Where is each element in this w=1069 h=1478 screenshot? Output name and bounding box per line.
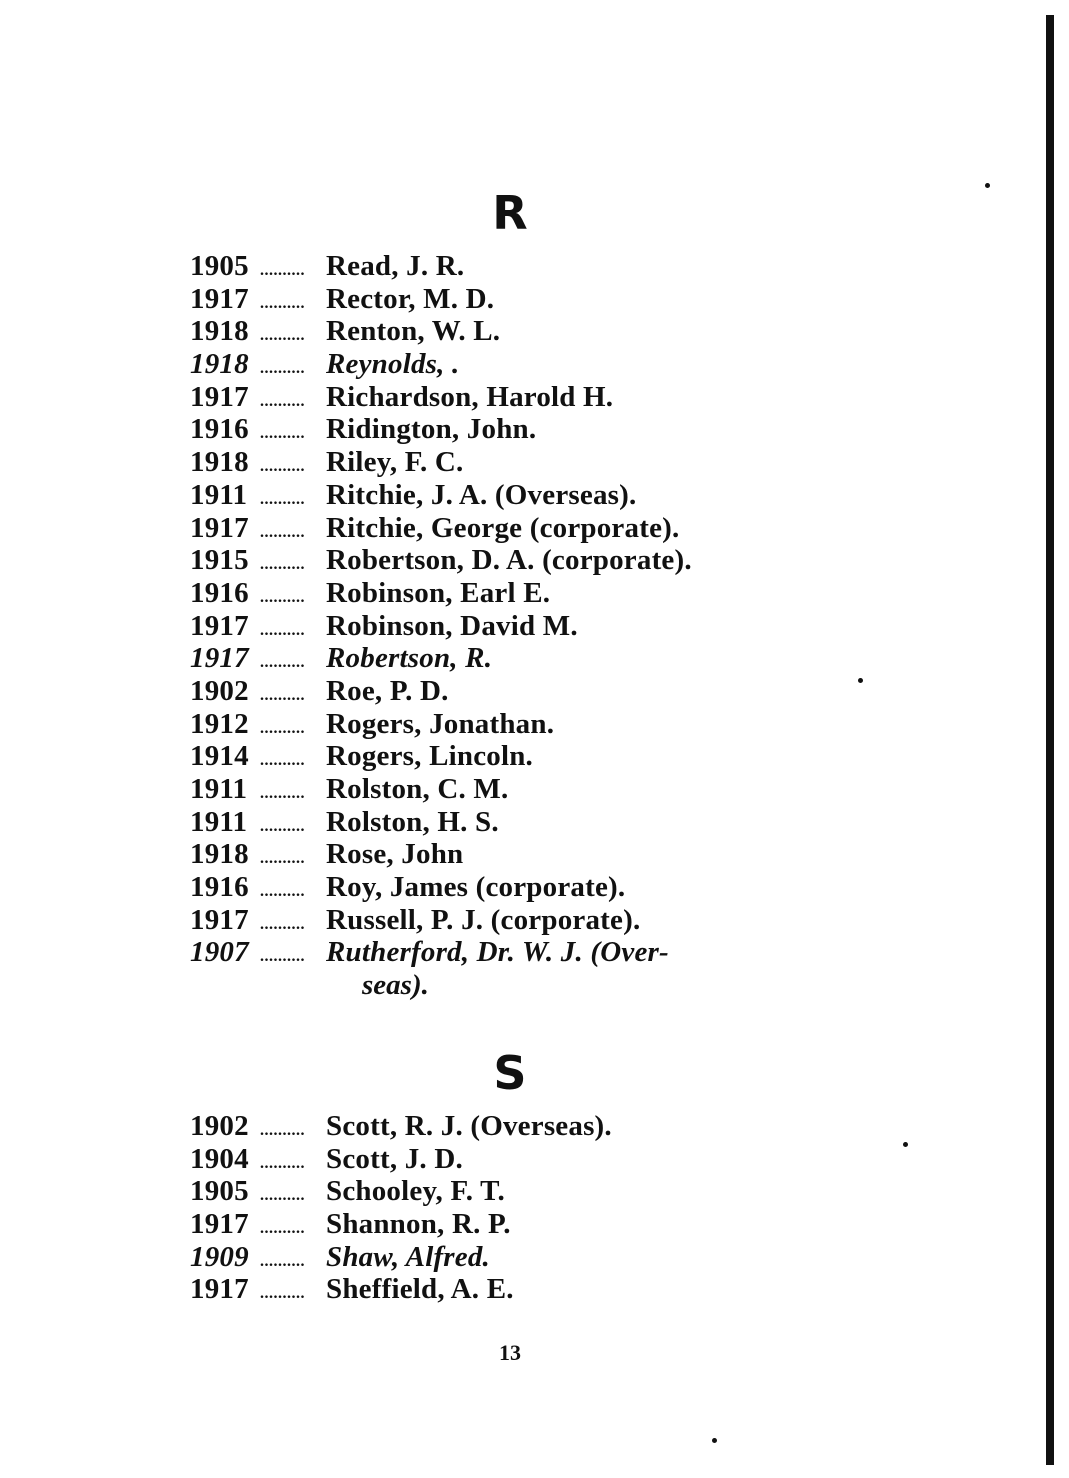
entry-year: 1902 xyxy=(190,674,249,707)
list-item xyxy=(190,381,850,414)
page-number: 13 xyxy=(499,1340,521,1365)
entry-year: 1909 xyxy=(190,1240,249,1273)
entry-year: 1914 xyxy=(190,740,249,773)
entry-continuation: seas). xyxy=(362,969,429,1002)
entry-year: 1917 xyxy=(190,642,249,675)
dot-leader: .......... xyxy=(260,686,305,704)
dot-leader: .......... xyxy=(260,948,305,966)
dot-leader: .......... xyxy=(260,1285,305,1303)
entry-name: Robinson, David M. xyxy=(326,609,578,642)
list-item xyxy=(190,904,850,937)
entry-year: 1916 xyxy=(190,413,249,446)
entry-name: Riley, F. C. xyxy=(326,446,464,479)
entry-name: Richardson, Harold H. xyxy=(326,380,614,413)
entry-year: 1916 xyxy=(190,871,249,904)
entry-name: Roe, P. D. xyxy=(326,674,449,707)
scan-speck xyxy=(903,1142,908,1147)
dot-leader: .......... xyxy=(260,883,305,901)
dot-leader: .......... xyxy=(260,458,305,476)
dot-leader: .......... xyxy=(260,621,305,639)
dot-leader: .......... xyxy=(260,785,305,802)
list-item xyxy=(190,1110,850,1143)
section-r-list xyxy=(190,250,850,1002)
scan-speck xyxy=(858,678,863,683)
binding-edge-rule xyxy=(1046,15,1054,1465)
list-item xyxy=(190,479,850,512)
scan-speck xyxy=(985,183,990,188)
dot-leader: .......... xyxy=(260,915,305,933)
list-item xyxy=(190,838,850,871)
dot-leader: .......... xyxy=(260,392,305,410)
entry-name: Schooley, F. T. xyxy=(326,1175,505,1208)
list-item xyxy=(190,675,850,708)
entry-year: 1917 xyxy=(190,1208,249,1241)
entry-year: 1917 xyxy=(190,380,249,413)
dot-leader: .......... xyxy=(260,294,305,312)
list-item xyxy=(190,544,850,577)
entry-name: Ritchie, J. A. (Overseas). xyxy=(326,478,637,511)
list-item xyxy=(190,283,850,316)
list-item xyxy=(190,512,850,545)
list-item xyxy=(190,610,850,643)
dot-leader: .......... xyxy=(260,1122,305,1139)
entry-name: Robertson, R. xyxy=(326,642,493,675)
dot-leader: .......... xyxy=(260,850,305,868)
entry-name: Robinson, Earl E. xyxy=(326,576,551,609)
entry-name: Shannon, R. P. xyxy=(326,1208,511,1241)
dot-leader: .......... xyxy=(260,556,305,574)
list-item xyxy=(190,871,850,904)
entry-year: 1915 xyxy=(190,544,249,577)
entry-name: Scott, J. D. xyxy=(326,1142,463,1175)
list-item xyxy=(190,1273,850,1306)
list-item xyxy=(190,708,850,741)
dot-leader: .......... xyxy=(260,752,305,770)
dot-leader: .......... xyxy=(260,654,305,672)
entry-year: 1918 xyxy=(190,315,249,348)
dot-leader: .......... xyxy=(260,1220,305,1238)
list-item xyxy=(190,1208,850,1241)
list-item xyxy=(190,250,850,283)
entry-name: Rogers, Jonathan. xyxy=(326,707,555,740)
list-item xyxy=(190,577,850,610)
list-item xyxy=(190,446,850,479)
dot-leader: .......... xyxy=(260,327,305,345)
entry-year: 1905 xyxy=(190,250,249,282)
entry-name: Rolston, H. S. xyxy=(326,805,499,838)
dot-leader: .......... xyxy=(260,719,305,737)
entry-year: 1905 xyxy=(190,1175,249,1208)
list-item xyxy=(190,1175,850,1208)
entry-name: Rutherford, Dr. W. J. (Over- xyxy=(326,936,669,969)
entry-name: Russell, P. J. (corporate). xyxy=(326,903,641,936)
dot-leader: .......... xyxy=(260,817,305,835)
dot-leader: .......... xyxy=(260,360,305,378)
entry-year: 1917 xyxy=(190,609,249,642)
entry-name: Robertson, D. A. (corporate). xyxy=(326,544,692,577)
entry-year: 1904 xyxy=(190,1142,249,1175)
list-item xyxy=(190,1143,850,1176)
list-item xyxy=(190,740,850,773)
list-item xyxy=(190,806,850,839)
entry-name: Rector, M. D. xyxy=(326,282,495,315)
list-item xyxy=(190,413,850,446)
dot-leader: .......... xyxy=(260,1154,305,1172)
dot-leader: .......... xyxy=(260,523,305,541)
dot-leader: .......... xyxy=(260,490,305,508)
entry-year: 1917 xyxy=(190,903,249,936)
entry-year: 1902 xyxy=(190,1110,249,1142)
section-letter-s: S xyxy=(493,1046,527,1100)
entry-year: 1911 xyxy=(190,773,248,805)
entry-name: Ridington, John. xyxy=(326,413,537,446)
entry-name: Read, J. R. xyxy=(326,250,465,282)
entry-name: Reynolds, . xyxy=(326,348,460,381)
dot-leader: .......... xyxy=(260,1187,305,1205)
entry-year: 1918 xyxy=(190,348,249,381)
list-item xyxy=(190,1241,850,1274)
entry-year: 1911 xyxy=(190,478,248,511)
section-s-list xyxy=(190,1110,850,1306)
entry-name: Rose, John xyxy=(326,838,464,871)
list-item xyxy=(190,348,850,381)
entry-year: 1912 xyxy=(190,707,249,740)
list-item xyxy=(190,936,850,969)
entry-name: Rogers, Lincoln. xyxy=(326,740,534,773)
entry-year: 1917 xyxy=(190,511,249,544)
dot-leader: .......... xyxy=(260,1252,305,1270)
scan-speck xyxy=(712,1438,717,1443)
entry-name: Shaw, Alfred. xyxy=(326,1240,491,1273)
entry-year: 1916 xyxy=(190,576,249,609)
list-item xyxy=(190,315,850,348)
entry-year: 1918 xyxy=(190,446,249,479)
entry-year: 1911 xyxy=(190,805,248,838)
entry-year: 1907 xyxy=(190,936,249,969)
dot-leader: .......... xyxy=(260,425,305,443)
list-item xyxy=(190,773,850,806)
entry-year: 1918 xyxy=(190,838,249,871)
entry-name: Scott, R. J. (Overseas). xyxy=(326,1110,612,1142)
dot-leader: .......... xyxy=(260,262,305,279)
entry-year: 1917 xyxy=(190,1273,249,1306)
entry-name: Ritchie, George (corporate). xyxy=(326,511,680,544)
entry-name: Renton, W. L. xyxy=(326,315,501,348)
entry-year: 1917 xyxy=(190,282,249,315)
entry-name: Roy, James (corporate). xyxy=(326,871,626,904)
list-item xyxy=(190,642,850,675)
entry-name: Rolston, C. M. xyxy=(326,773,509,805)
dot-leader: .......... xyxy=(260,588,305,606)
entry-name: Sheffield, A. E. xyxy=(326,1273,514,1306)
section-letter-r: R xyxy=(492,186,528,240)
